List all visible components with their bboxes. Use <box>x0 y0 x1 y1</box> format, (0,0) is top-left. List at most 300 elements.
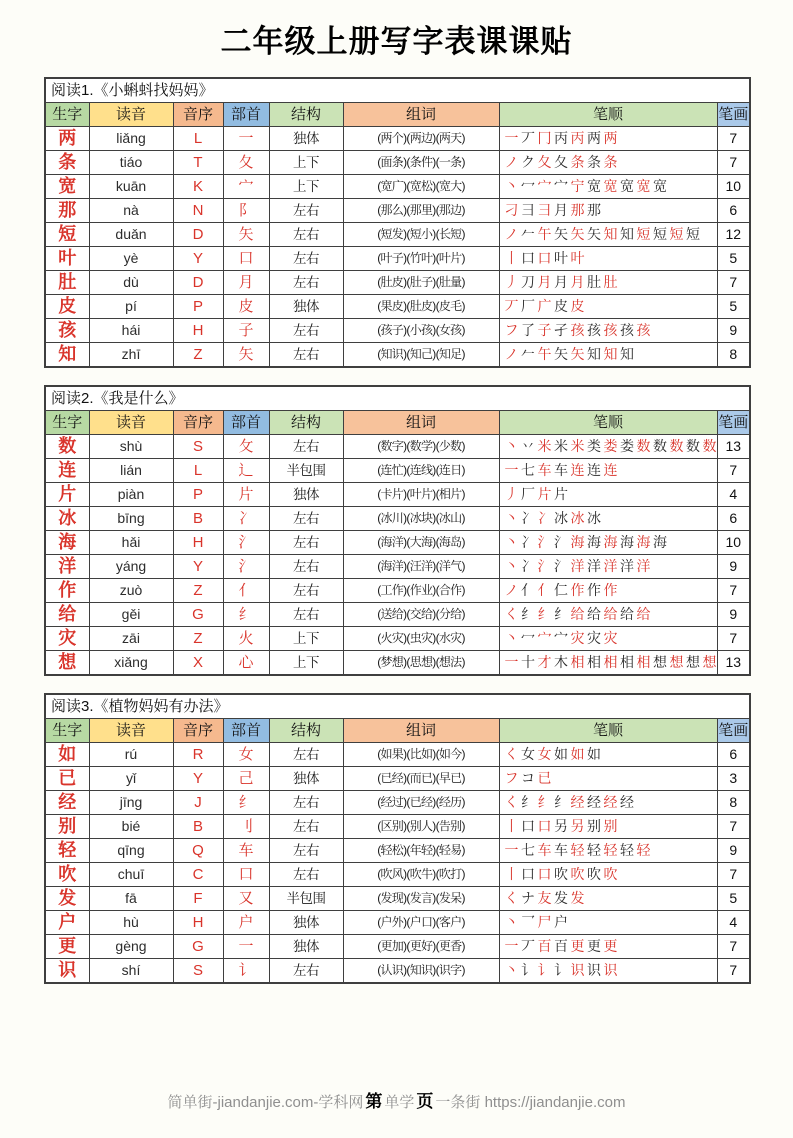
stroke-step: 友 <box>537 890 552 906</box>
stroke-step: 夂 <box>537 154 552 170</box>
radical-cell: 一 <box>223 935 269 959</box>
stroke-step: 吹 <box>587 866 601 882</box>
stroke-step: ノ <box>504 154 519 170</box>
char-cell: 发 <box>45 887 89 911</box>
table-row <box>45 127 750 151</box>
pinyin-cell: fā <box>89 887 173 911</box>
initial-cell: F <box>173 887 223 911</box>
stroke-step: 作 <box>603 582 618 598</box>
initial-cell: K <box>173 175 223 199</box>
words-cell: (更加)(更好)(更香) <box>343 935 499 959</box>
stroke-step: 子 <box>537 322 552 338</box>
char-cell: 更 <box>45 935 89 959</box>
table-row <box>45 295 750 319</box>
words-cell: (连忙)(连线)(连日) <box>343 459 499 483</box>
table-row <box>45 175 750 199</box>
stroke-order-cell <box>499 459 717 483</box>
radical-cell: 口 <box>223 247 269 271</box>
initial-cell: Z <box>173 627 223 651</box>
stroke-step: 纟 <box>521 794 535 810</box>
table-row <box>45 603 750 627</box>
stroke-step: 纟 <box>554 794 568 810</box>
stroke-count-cell: 7 <box>717 579 750 603</box>
char-cell: 片 <box>45 483 89 507</box>
stroke-step: 知 <box>587 346 601 362</box>
page-title: 二年级上册写字表课课贴 <box>220 24 573 59</box>
char-cell: 知 <box>45 343 89 368</box>
stroke-order-cell <box>499 863 717 887</box>
stroke-step: 月 <box>570 274 585 290</box>
stroke-count-cell: 7 <box>717 815 750 839</box>
initial-cell: L <box>173 459 223 483</box>
stroke-step: 连 <box>603 462 618 478</box>
stroke-count-cell: 9 <box>717 839 750 863</box>
words-cell: (工作)(作业)(合作) <box>343 579 499 603</box>
stroke-step: 丆 <box>521 938 535 954</box>
stroke-step: 口 <box>537 866 552 882</box>
stroke-step: 已 <box>537 770 552 786</box>
stroke-step: 如 <box>570 746 585 762</box>
column-header: 笔画 <box>717 103 750 127</box>
stroke-step: 经 <box>587 794 601 810</box>
stroke-step: 了 <box>521 322 535 338</box>
stroke-step: 条 <box>570 154 585 170</box>
char-cell: 那 <box>45 199 89 223</box>
stroke-step: 肚 <box>603 274 618 290</box>
words-cell: (火灾)(虫灾)(水灾) <box>343 627 499 651</box>
pinyin-cell: duǎn <box>89 223 173 247</box>
stroke-step: 𠂉 <box>521 226 535 242</box>
stroke-step: 数 <box>702 438 717 454</box>
initial-cell: J <box>173 791 223 815</box>
char-cell: 识 <box>45 959 89 984</box>
initial-cell: X <box>173 651 223 676</box>
structure-cell: 左右 <box>269 247 343 271</box>
radical-cell: 刂 <box>223 815 269 839</box>
stroke-step: 经 <box>570 794 585 810</box>
stroke-step: 孩 <box>620 322 634 338</box>
stroke-count-cell: 8 <box>717 791 750 815</box>
stroke-step: 𠂉 <box>521 346 535 362</box>
stroke-step: 丨 <box>504 818 519 834</box>
stroke-step: 亻 <box>521 582 535 598</box>
radical-cell: 阝 <box>223 199 269 223</box>
stroke-step: 洋 <box>620 558 634 574</box>
table-row <box>45 887 750 911</box>
initial-cell: S <box>173 959 223 984</box>
stroke-step: 宁 <box>570 178 585 194</box>
stroke-count-cell: 12 <box>717 223 750 247</box>
stroke-order-cell <box>499 483 717 507</box>
stroke-step: 米 <box>537 438 552 454</box>
stroke-step: く <box>504 746 519 762</box>
stroke-step: 口 <box>537 250 552 266</box>
initial-cell: L <box>173 127 223 151</box>
stroke-order-cell <box>499 651 717 676</box>
column-header: 读音 <box>89 411 173 435</box>
char-cell: 如 <box>45 743 89 767</box>
stroke-step: 丶 <box>504 438 519 454</box>
stroke-step: 条 <box>587 154 601 170</box>
words-cell: (卡片)(叶片)(相片) <box>343 483 499 507</box>
stroke-step: 经 <box>620 794 634 810</box>
radical-cell: 心 <box>223 651 269 676</box>
stroke-step: 广 <box>537 298 552 314</box>
stroke-step: 发 <box>554 890 568 906</box>
stroke-step: 轻 <box>636 842 651 858</box>
stroke-step: 冂 <box>537 130 552 146</box>
stroke-step: 片 <box>537 486 552 502</box>
stroke-step: 彐 <box>537 202 552 218</box>
column-header: 笔顺 <box>499 411 717 435</box>
stroke-step: 更 <box>603 938 618 954</box>
stroke-step: 皮 <box>554 298 568 314</box>
table-row <box>45 507 750 531</box>
char-cell: 给 <box>45 603 89 627</box>
caption-row <box>45 78 750 103</box>
stroke-step: 才 <box>537 654 552 670</box>
stroke-step: 轻 <box>620 842 634 858</box>
stroke-step: 口 <box>521 818 535 834</box>
structure-cell: 左右 <box>269 319 343 343</box>
stroke-step: 相 <box>636 654 651 670</box>
stroke-step: 洋 <box>587 558 601 574</box>
structure-cell: 左右 <box>269 603 343 627</box>
stroke-step: 亻 <box>537 582 552 598</box>
stroke-step: フ <box>504 322 519 338</box>
stroke-count-cell: 10 <box>717 531 750 555</box>
column-header: 笔画 <box>717 411 750 435</box>
stroke-step: 给 <box>636 606 651 622</box>
column-header: 音序 <box>173 411 223 435</box>
table-row <box>45 579 750 603</box>
structure-cell: 独体 <box>269 127 343 151</box>
stroke-step: 矢 <box>554 346 568 362</box>
stroke-step: 月 <box>537 274 552 290</box>
table-row <box>45 531 750 555</box>
table-row <box>45 343 750 368</box>
stroke-step: 吹 <box>603 866 618 882</box>
structure-cell: 左右 <box>269 839 343 863</box>
stroke-step: 给 <box>603 606 618 622</box>
column-header: 笔顺 <box>499 719 717 743</box>
stroke-step: 口 <box>537 818 552 834</box>
watermark-text: 单学 <box>384 1094 415 1111</box>
stroke-step: 孑 <box>554 322 568 338</box>
structure-cell: 上下 <box>269 627 343 651</box>
words-cell: (知识)(知己)(知足) <box>343 343 499 368</box>
words-cell: (经过)(已经)(经历) <box>343 791 499 815</box>
table-row <box>45 151 750 175</box>
stroke-step: 丆 <box>504 298 519 314</box>
stroke-step: 丶 <box>504 510 519 526</box>
structure-cell: 左右 <box>269 271 343 295</box>
stroke-step: 识 <box>587 962 601 978</box>
structure-cell: 独体 <box>269 911 343 935</box>
stroke-step: 午 <box>537 346 552 362</box>
structure-cell: 半包围 <box>269 887 343 911</box>
watermark-text: 一条街 https://jiandanjie.com <box>435 1094 626 1111</box>
stroke-step: 丶 <box>504 630 519 646</box>
stroke-step: 冰 <box>587 510 601 526</box>
pinyin-cell: shù <box>89 435 173 459</box>
table-row <box>45 459 750 483</box>
stroke-step: 氵 <box>554 534 568 550</box>
char-cell: 条 <box>45 151 89 175</box>
stroke-step: 纟 <box>537 606 552 622</box>
column-header: 结构 <box>269 103 343 127</box>
stroke-step: 车 <box>537 842 552 858</box>
column-header: 生字 <box>45 719 89 743</box>
header-row <box>45 411 750 435</box>
column-header: 组词 <box>343 103 499 127</box>
stroke-step: 讠 <box>554 962 568 978</box>
stroke-step: 海 <box>620 534 634 550</box>
pinyin-cell: dù <box>89 271 173 295</box>
stroke-order-cell <box>499 743 717 767</box>
stroke-order-cell <box>499 199 717 223</box>
radical-cell: 讠 <box>223 959 269 984</box>
words-cell: (送给)(交给)(分给) <box>343 603 499 627</box>
stroke-step: 冫 <box>521 534 535 550</box>
stroke-step: 识 <box>570 962 585 978</box>
stroke-step: 氵 <box>554 558 568 574</box>
stroke-step: 宽 <box>636 178 651 194</box>
words-cell: (两个)(两边)(两天) <box>343 127 499 151</box>
structure-cell: 左右 <box>269 223 343 247</box>
stroke-step: 宀 <box>554 178 568 194</box>
words-cell: (区别)(别人)(告别) <box>343 815 499 839</box>
char-cell: 作 <box>45 579 89 603</box>
stroke-order-cell <box>499 935 717 959</box>
initial-cell: G <box>173 603 223 627</box>
stroke-step: 想 <box>669 654 684 670</box>
stroke-step: 洋 <box>636 558 651 574</box>
words-cell: (数字)(数学)(少数) <box>343 435 499 459</box>
caption-row <box>45 386 750 411</box>
column-header: 结构 <box>269 719 343 743</box>
stroke-count-cell: 6 <box>717 199 750 223</box>
structure-cell: 上下 <box>269 651 343 676</box>
words-cell: (肚皮)(肚子)(肚量) <box>343 271 499 295</box>
stroke-step: 海 <box>603 534 618 550</box>
structure-cell: 左右 <box>269 743 343 767</box>
stroke-order-cell <box>499 959 717 984</box>
char-cell: 数 <box>45 435 89 459</box>
radical-cell: 户 <box>223 911 269 935</box>
stroke-step: 丶 <box>504 962 519 978</box>
pinyin-cell: bīng <box>89 507 173 531</box>
structure-cell: 左右 <box>269 863 343 887</box>
stroke-step: 刀 <box>521 274 535 290</box>
radical-cell: 纟 <box>223 603 269 627</box>
stroke-step: く <box>504 794 519 810</box>
stroke-step: 想 <box>686 654 700 670</box>
initial-cell: R <box>173 743 223 767</box>
stroke-order-cell <box>499 911 717 935</box>
words-cell: (果皮)(肚皮)(皮毛) <box>343 295 499 319</box>
stroke-count-cell: 4 <box>717 911 750 935</box>
structure-cell: 独体 <box>269 935 343 959</box>
stroke-step: ク <box>521 154 535 170</box>
stroke-order-cell <box>499 435 717 459</box>
stroke-step: 车 <box>554 842 568 858</box>
stroke-count-cell: 7 <box>717 863 750 887</box>
pinyin-cell: pí <box>89 295 173 319</box>
stroke-order-cell <box>499 247 717 271</box>
column-header: 笔顺 <box>499 103 717 127</box>
initial-cell: D <box>173 271 223 295</box>
stroke-step: 宽 <box>653 178 667 194</box>
stroke-step: 纟 <box>521 606 535 622</box>
stroke-step: 给 <box>587 606 601 622</box>
column-header: 音序 <box>173 719 223 743</box>
radical-cell: 亻 <box>223 579 269 603</box>
table-section-reading1 <box>44 77 793 368</box>
char-cell: 短 <box>45 223 89 247</box>
stroke-order-cell <box>499 531 717 555</box>
stroke-step: 想 <box>702 654 717 670</box>
column-header: 部首 <box>223 719 269 743</box>
words-cell: (孩子)(小孩)(女孩) <box>343 319 499 343</box>
stroke-step: 知 <box>620 346 634 362</box>
pinyin-cell: tiáo <box>89 151 173 175</box>
char-cell: 洋 <box>45 555 89 579</box>
stroke-count-cell: 5 <box>717 887 750 911</box>
words-cell: (叶子)(竹叶)(叶片) <box>343 247 499 271</box>
stroke-step: 孩 <box>636 322 651 338</box>
char-cell: 宽 <box>45 175 89 199</box>
character-table <box>44 77 751 368</box>
table-row <box>45 863 750 887</box>
initial-cell: Z <box>173 343 223 368</box>
stroke-step: 一 <box>504 938 519 954</box>
radical-cell: 片 <box>223 483 269 507</box>
words-cell: (那么)(那里)(那边) <box>343 199 499 223</box>
stroke-step: 识 <box>603 962 618 978</box>
pinyin-cell: jīng <box>89 791 173 815</box>
words-cell: (冰川)(冰块)(冰山) <box>343 507 499 531</box>
stroke-step: 讠 <box>537 962 552 978</box>
page-number-label: 第 <box>365 1092 383 1111</box>
stroke-count-cell: 8 <box>717 343 750 368</box>
stroke-order-cell <box>499 175 717 199</box>
stroke-step: 丿 <box>504 274 519 290</box>
pinyin-cell: shí <box>89 959 173 984</box>
stroke-step: 米 <box>554 438 568 454</box>
stroke-step: ノ <box>504 226 519 242</box>
stroke-step: 丙 <box>570 130 585 146</box>
stroke-step: 海 <box>587 534 601 550</box>
pinyin-cell: qīng <box>89 839 173 863</box>
stroke-step: 讠 <box>521 962 535 978</box>
stroke-step: 两 <box>603 130 618 146</box>
words-cell: (已经)(而已)(早已) <box>343 767 499 791</box>
stroke-step: ノ <box>504 346 519 362</box>
stroke-step: 宽 <box>620 178 634 194</box>
words-cell: (面条)(条件)(一条) <box>343 151 499 175</box>
stroke-step: 轻 <box>570 842 585 858</box>
stroke-order-cell <box>499 791 717 815</box>
stroke-step: 相 <box>570 654 585 670</box>
stroke-count-cell: 9 <box>717 555 750 579</box>
stroke-order-cell <box>499 839 717 863</box>
structure-cell: 左右 <box>269 199 343 223</box>
structure-cell: 左右 <box>269 531 343 555</box>
table-row <box>45 935 750 959</box>
stroke-step: 氵 <box>537 558 552 574</box>
stroke-step: 厂 <box>521 298 535 314</box>
radical-cell: 氵 <box>223 555 269 579</box>
column-header: 组词 <box>343 719 499 743</box>
table-row <box>45 319 750 343</box>
header-row <box>45 103 750 127</box>
stroke-step: 刁 <box>504 202 519 218</box>
stroke-order-cell <box>499 295 717 319</box>
char-cell: 已 <box>45 767 89 791</box>
stroke-order-cell <box>499 151 717 175</box>
stroke-step: 七 <box>521 462 535 478</box>
structure-cell: 左右 <box>269 791 343 815</box>
char-cell: 孩 <box>45 319 89 343</box>
stroke-count-cell: 10 <box>717 175 750 199</box>
char-cell: 连 <box>45 459 89 483</box>
header-row <box>45 719 750 743</box>
column-header: 读音 <box>89 103 173 127</box>
structure-cell: 左右 <box>269 507 343 531</box>
stroke-order-cell <box>499 815 717 839</box>
stroke-order-cell <box>499 887 717 911</box>
stroke-order-cell <box>499 319 717 343</box>
stroke-step: 丶 <box>504 178 519 194</box>
pinyin-cell: hǎi <box>89 531 173 555</box>
words-cell: (海洋)(大海)(海岛) <box>343 531 499 555</box>
stroke-step: 知 <box>620 226 634 242</box>
stroke-step: 丆 <box>521 130 535 146</box>
stroke-step: く <box>504 606 519 622</box>
stroke-step: 那 <box>570 202 585 218</box>
stroke-step: 一 <box>504 842 519 858</box>
caption-row <box>45 694 750 719</box>
stroke-order-cell <box>499 767 717 791</box>
initial-cell: B <box>173 507 223 531</box>
initial-cell: H <box>173 911 223 935</box>
stroke-step: 尸 <box>537 914 552 930</box>
initial-cell: P <box>173 295 223 319</box>
stroke-step: 两 <box>587 130 601 146</box>
pinyin-cell: piàn <box>89 483 173 507</box>
table-row <box>45 815 750 839</box>
words-cell: (发现)(发言)(发呆) <box>343 887 499 911</box>
stroke-count-cell: 3 <box>717 767 750 791</box>
stroke-step: 夂 <box>554 154 568 170</box>
table-row <box>45 435 750 459</box>
stroke-step: 短 <box>669 226 684 242</box>
words-cell: (认识)(知识)(识字) <box>343 959 499 984</box>
stroke-step: 数 <box>636 438 651 454</box>
char-cell: 吹 <box>45 863 89 887</box>
pinyin-cell: gěi <box>89 603 173 627</box>
pinyin-cell: yáng <box>89 555 173 579</box>
stroke-order-cell <box>499 343 717 368</box>
words-cell: (海洋)(汪洋)(洋气) <box>343 555 499 579</box>
stroke-step: 矢 <box>570 346 585 362</box>
stroke-step: 如 <box>554 746 568 762</box>
radical-cell: 口 <box>223 863 269 887</box>
char-cell: 两 <box>45 127 89 151</box>
stroke-step: 给 <box>570 606 585 622</box>
stroke-step: 户 <box>554 914 568 930</box>
